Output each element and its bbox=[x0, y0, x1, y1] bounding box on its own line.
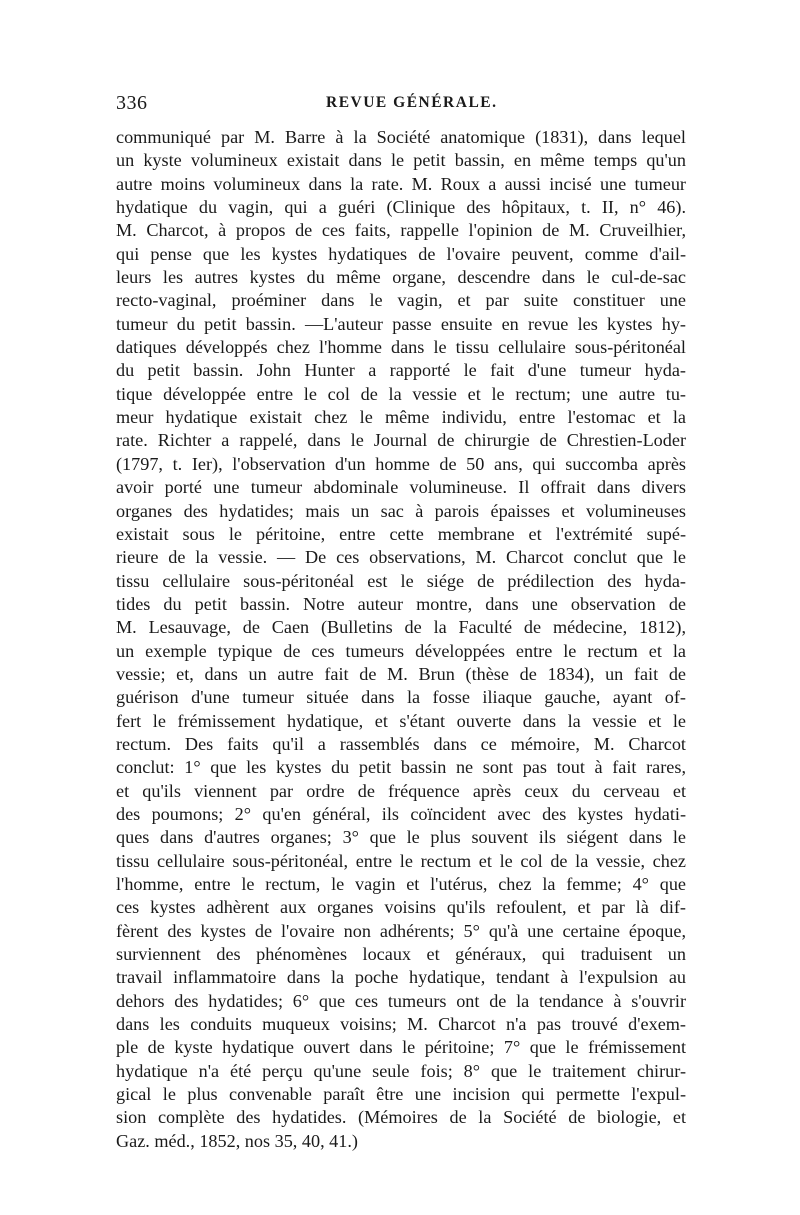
text-line: hydatique du vagin, qui a guéri (Clinique des hôpitaux, t. II, n° 46). bbox=[116, 197, 686, 218]
text-line: tissu cellulaire sous-péritonéal est le siége de prédilection des hyda- bbox=[116, 570, 686, 591]
text-line: un kyste volumineux existait dans le petit bassin, en même temps qu'un bbox=[116, 150, 686, 171]
text-line: un exemple typique de ces tumeurs développées entre le rectum et la bbox=[116, 640, 686, 661]
text-line: guérison d'une tumeur située dans la fosse iliaque gauche, ayant of- bbox=[116, 687, 686, 708]
text-line: rectum. Des faits qu'il a rassemblés dans ce mémoire, M. Charcot bbox=[116, 733, 686, 754]
text-line: dehors des hydatides; 6° que ces tumeurs ont de la tendance à s'ouvrir bbox=[116, 990, 686, 1011]
text-line: rieure de la vessie. — De ces observations, M. Charcot conclut que le bbox=[116, 547, 686, 568]
text-line: ple de kyste hydatique ouvert dans le péritoine; 7° que le frémissement bbox=[116, 1037, 686, 1058]
text-line: dans les conduits muqueux voisins; M. Charcot n'a pas trouvé d'exem- bbox=[116, 1014, 686, 1035]
text-line: tides du petit bassin. Notre auteur montre, dans une observation de bbox=[116, 593, 686, 614]
text-line: rate. Richter a rappelé, dans le Journal de chirurgie de Chrestien-Loder bbox=[116, 430, 686, 451]
text-line: existait sous le péritoine, entre cette membrane et l'extrémité supé- bbox=[116, 523, 686, 544]
page-header bbox=[116, 92, 686, 122]
running-head: REVUE GÉNÉRALE. bbox=[326, 94, 498, 111]
text-line: des poumons; 2° qu'en général, ils coïncident avec des kystes hydati- bbox=[116, 803, 686, 824]
text-line: travail inflammatoire dans la poche hydatique, tendant à l'expulsion au bbox=[116, 967, 686, 988]
text-line: tumeur du petit bassin. —L'auteur passe ensuite en revue les kystes hy- bbox=[116, 313, 686, 334]
text-line: Gaz. méd., 1852, nos 35, 40, 41.) bbox=[116, 1130, 358, 1151]
text-line: ques dans d'autres organes; 3° que le plus souvent ils siégent dans le bbox=[116, 827, 686, 848]
text-line: hydatique n'a été perçu qu'une seule fois; 8° que le traitement chirur- bbox=[116, 1060, 686, 1081]
text-line: leurs les autres kystes du même organe, descendre dans le cul-de-sac bbox=[116, 267, 686, 288]
text-line: du petit bassin. John Hunter a rapporté le fait d'une tumeur hyda- bbox=[116, 360, 686, 381]
text-line: vessie; et, dans un autre fait de M. Brun (thèse de 1834), un fait de bbox=[116, 663, 686, 684]
text-line: gical le plus convenable paraît être une incision qui permette l'expul- bbox=[116, 1084, 686, 1105]
text-line: fèrent des kystes de l'ovaire non adhérents; 5° qu'à une certaine époque, bbox=[116, 920, 686, 941]
text-line: tique développée entre le col de la vessie et le rectum; une autre tu- bbox=[116, 383, 686, 404]
text-line: M. Lesauvage, de Caen (Bulletins de la Faculté de médecine, 1812), bbox=[116, 617, 686, 638]
text-line: sion complète des hydatides. (Mémoires de la Société de biologie, et bbox=[116, 1107, 686, 1128]
text-line: qui pense que les kystes hydatiques de l'ovaire peuvent, comme d'ail- bbox=[116, 243, 686, 264]
text-line: tissu cellulaire sous-péritonéal, entre le rectum et le col de la vessie, chez bbox=[116, 850, 686, 871]
text-line: M. Charcot, à propos de ces faits, rappelle l'opinion de M. Cruveilhier, bbox=[116, 220, 686, 241]
text-line: datiques développés chez l'homme dans le tissu cellulaire sous-péritonéal bbox=[116, 337, 686, 358]
text-line: recto-vaginal, proéminer dans le vagin, et par suite constituer une bbox=[116, 290, 686, 311]
page-number: 336 bbox=[116, 92, 148, 114]
text-line: (1797, t. Ier), l'observation d'un homme de 50 ans, qui succomba après bbox=[116, 453, 686, 474]
body-text bbox=[116, 126, 686, 1153]
text-line: ces kystes adhèrent aux organes voisins qu'ils refoulent, et par là dif- bbox=[116, 897, 686, 918]
text-line: avoir porté une tumeur abdominale volumineuse. Il offrait dans divers bbox=[116, 477, 686, 498]
text-line: fert le frémissement hydatique, et s'étant ouverte dans la vessie et le bbox=[116, 710, 686, 731]
text-line: conclut: 1° que les kystes du petit bassin ne sont pas tout à fait rares, bbox=[116, 757, 686, 778]
text-line: communiqué par M. Barre à la Société anatomique (1831), dans lequel bbox=[116, 127, 686, 147]
text-line: et qu'ils viennent par ordre de fréquence après ceux du cerveau et bbox=[116, 780, 686, 801]
text-line: surviennent des phénomènes locaux et généraux, qui traduisent un bbox=[116, 944, 686, 965]
text-line: autre moins volumineux dans la rate. M. Roux a aussi incisé une tumeur bbox=[116, 173, 686, 194]
text-line: meur hydatique existait chez le même individu, entre l'estomac et la bbox=[116, 407, 686, 428]
text-line: l'homme, entre le rectum, le vagin et l'utérus, chez la femme; 4° que bbox=[116, 874, 686, 894]
text-line: organes des hydatides; mais un sac à parois épaisses et volumineuses bbox=[116, 500, 686, 521]
